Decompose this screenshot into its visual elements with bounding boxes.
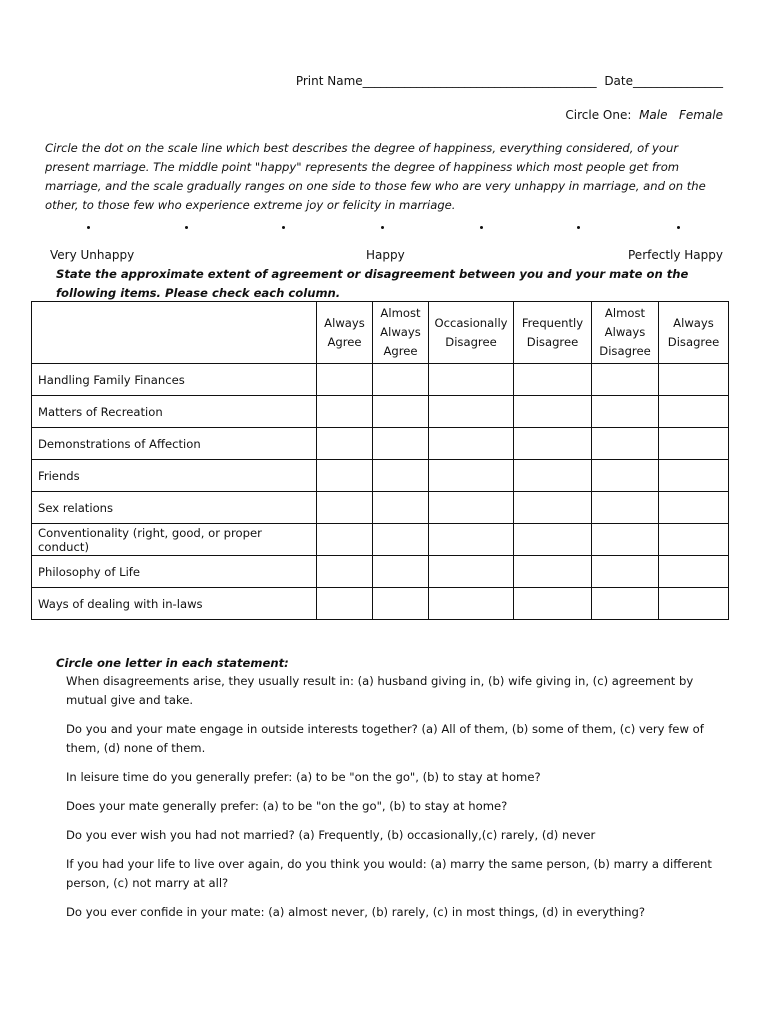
name-date-line [296, 74, 723, 88]
row-label: Ways of dealing with in-laws [32, 588, 317, 620]
check-cell[interactable] [373, 364, 429, 396]
agreement-table [31, 301, 729, 620]
scale-label-happy: Happy [366, 248, 405, 262]
row-label: Conventionality (right, good, or proper conduct) [32, 524, 317, 556]
statements-heading: Circle one letter in each statement: [56, 656, 289, 670]
check-cell[interactable] [514, 428, 592, 460]
column-header-always-agree: Always Agree [317, 302, 373, 364]
check-cell[interactable] [514, 524, 592, 556]
gender-option-male[interactable]: Male [639, 108, 668, 122]
check-cell[interactable] [659, 524, 729, 556]
check-cell[interactable] [429, 556, 514, 588]
instructions-text: Circle the dot on the scale line which best describes the degree of happiness, everything considered, of your present marriage. The middle point "happy" represents the degree of happiness which most people get from marriage, and the scale gradually ranges on one side to those few who are very unhappy in marriage, and on the other, to those few who experience extreme joy or felicity in marriage. [45, 141, 706, 212]
table-row [32, 364, 729, 396]
table-row [32, 460, 729, 492]
check-cell[interactable] [317, 524, 373, 556]
check-cell[interactable] [429, 396, 514, 428]
statements-section [54, 656, 734, 932]
statement-item[interactable]: Do you and your mate engage in outside interests together? (a) All of them, (b) some of them, (c) very few of them, (d) none of them. [66, 722, 704, 755]
table-row [32, 396, 729, 428]
check-cell[interactable] [317, 492, 373, 524]
check-cell[interactable] [592, 364, 659, 396]
check-cell[interactable] [514, 492, 592, 524]
check-cell[interactable] [373, 588, 429, 620]
check-cell[interactable] [317, 460, 373, 492]
row-label: Matters of Recreation [32, 396, 317, 428]
check-cell[interactable] [592, 460, 659, 492]
column-header-occasionally-disagree: Occasionally Disagree [429, 302, 514, 364]
check-cell[interactable] [659, 588, 729, 620]
check-cell[interactable] [514, 588, 592, 620]
column-header-almost-always-disagree: Almost Always Disagree [592, 302, 659, 364]
check-cell[interactable] [659, 364, 729, 396]
scale-dot[interactable] [677, 226, 680, 229]
row-label: Demonstrations of Affection [32, 428, 317, 460]
check-cell[interactable] [659, 492, 729, 524]
check-cell[interactable] [429, 588, 514, 620]
check-cell[interactable] [659, 556, 729, 588]
check-cell[interactable] [373, 524, 429, 556]
print-name-label: Print Name [295, 74, 363, 88]
table-row [32, 428, 729, 460]
check-cell[interactable] [592, 556, 659, 588]
date-label: Date [604, 74, 633, 88]
check-cell[interactable] [373, 460, 429, 492]
check-cell[interactable] [317, 396, 373, 428]
check-cell[interactable] [659, 396, 729, 428]
scale-dot[interactable] [185, 226, 188, 229]
scale-dot[interactable] [87, 226, 90, 229]
statement-item[interactable]: Does your mate generally prefer: (a) to be "on the go", (b) to stay at home? [66, 799, 508, 813]
check-cell[interactable] [514, 556, 592, 588]
check-cell[interactable] [592, 396, 659, 428]
statement-item[interactable]: In leisure time do you generally prefer: (a) to be "on the go", (b) to stay at home? [66, 770, 541, 784]
check-cell[interactable] [317, 556, 373, 588]
print-name-field[interactable]: _______________________________________ [362, 74, 597, 88]
check-cell[interactable] [429, 364, 514, 396]
check-cell[interactable] [659, 460, 729, 492]
check-cell[interactable] [373, 556, 429, 588]
check-cell[interactable] [514, 396, 592, 428]
scale-dot[interactable] [381, 226, 384, 229]
column-header-almost-always-agree: Almost Always Agree [373, 302, 429, 364]
table-row [32, 492, 729, 524]
statement-item[interactable]: Do you ever wish you had not married? (a) Frequently, (b) occasionally,(c) rarely, (d) never [66, 828, 596, 842]
check-cell[interactable] [429, 428, 514, 460]
gender-option-female[interactable]: Female [678, 108, 723, 122]
row-label: Sex relations [32, 492, 317, 524]
gender-line [565, 108, 723, 122]
check-cell[interactable] [514, 364, 592, 396]
statement-item[interactable]: If you had your life to live over again, do you think you would: (a) marry the same person, (b) marry a different person, (c) not marry at all? [66, 857, 712, 890]
scale-dot[interactable] [282, 226, 285, 229]
table-header-row [32, 302, 729, 364]
circle-one-label: Circle One: [565, 108, 632, 122]
column-header-always-disagree: Always Disagree [659, 302, 729, 364]
check-cell[interactable] [514, 460, 592, 492]
check-cell[interactable] [317, 364, 373, 396]
row-label: Friends [32, 460, 317, 492]
table-row [32, 524, 729, 556]
check-cell[interactable] [592, 492, 659, 524]
table-header-item [32, 302, 317, 364]
check-cell[interactable] [659, 428, 729, 460]
column-header-frequently-disagree: Frequently Disagree [514, 302, 592, 364]
scale-dot[interactable] [480, 226, 483, 229]
table-row [32, 588, 729, 620]
date-field[interactable]: _______________ [633, 74, 723, 88]
check-cell[interactable] [592, 524, 659, 556]
agreement-instructions: State the approximate extent of agreement or disagreement between you and your mate on the following items. Please check each column. [56, 267, 689, 300]
scale-dot[interactable] [577, 226, 580, 229]
check-cell[interactable] [373, 428, 429, 460]
statement-item[interactable]: When disagreements arise, they usually result in: (a) husband giving in, (b) wife giving in, (c) agreement by mutual give and take. [66, 674, 694, 707]
check-cell[interactable] [429, 492, 514, 524]
check-cell[interactable] [592, 428, 659, 460]
check-cell[interactable] [317, 588, 373, 620]
table-row [32, 556, 729, 588]
check-cell[interactable] [373, 396, 429, 428]
row-label: Philosophy of Life [32, 556, 317, 588]
check-cell[interactable] [373, 492, 429, 524]
scale-label-perfectly-happy: Perfectly Happy [628, 248, 723, 262]
check-cell[interactable] [592, 588, 659, 620]
statement-item[interactable]: Do you ever confide in your mate: (a) almost never, (b) rarely, (c) in most things, (d) in everything? [66, 905, 646, 919]
check-cell[interactable] [429, 460, 514, 492]
check-cell[interactable] [317, 428, 373, 460]
row-label: Handling Family Finances [32, 364, 317, 396]
scale-label-very-unhappy: Very Unhappy [50, 248, 135, 262]
check-cell[interactable] [429, 524, 514, 556]
